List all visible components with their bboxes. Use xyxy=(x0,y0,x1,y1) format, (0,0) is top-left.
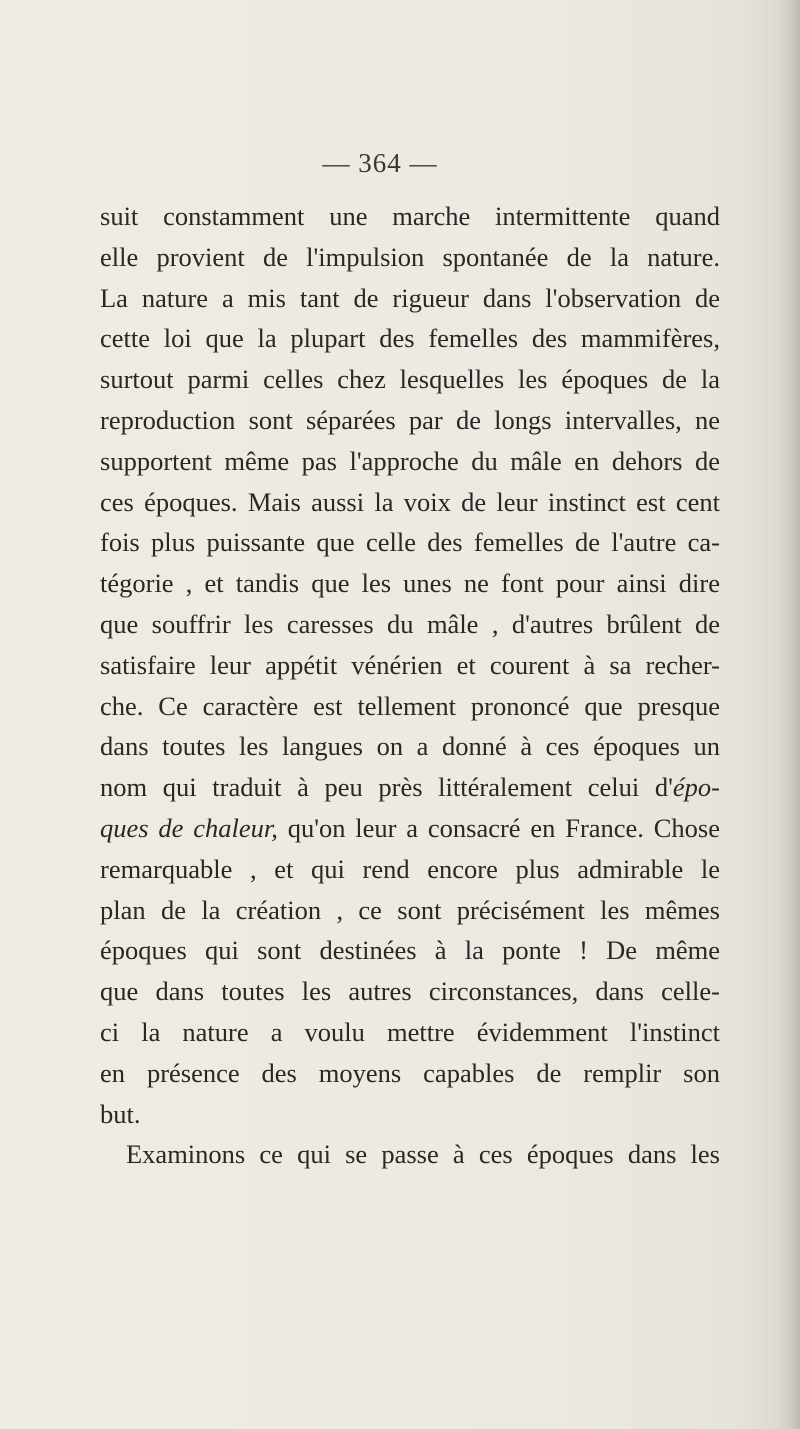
text-line: que souffrir les caresses du mâle , d'autres brûlent de xyxy=(100,608,720,639)
text-line: fois plus puissante que celle des femelles de l'autre ca- xyxy=(100,527,720,558)
text-line: en présence des moyens capables de remplir son xyxy=(100,1057,720,1088)
text-line: tégorie , et tandis que les unes ne font pour ainsi dire xyxy=(100,568,720,599)
text-line: remarquable , et qui rend encore plus admirable le xyxy=(100,853,720,884)
text-line: che. Ce caractère est tellement prononcé que presque xyxy=(100,690,720,721)
body-text xyxy=(100,196,720,1175)
page-number: — 364 — xyxy=(322,148,438,178)
page-edge-shadow xyxy=(778,0,800,1429)
text-line: satisfaire leur appétit vénérien et courent à sa recher- xyxy=(100,649,720,680)
text-line: reproduction sont séparées par de longs intervalles, ne xyxy=(100,404,720,435)
text-line: ci la nature a voulu mettre évidemment l'instinct xyxy=(100,1016,720,1047)
text-segment: qu'on leur a consacré en France. Chose xyxy=(287,812,720,843)
text-line: surtout parmi celles chez lesquelles les époques de la xyxy=(100,364,720,395)
text-line: La nature a mis tant de rigueur dans l'observation de xyxy=(100,282,720,313)
text-line: supportent même pas l'approche du mâle en dehors de xyxy=(100,445,720,476)
text-line: elle provient de l'impulsion spontanée de la nature. xyxy=(100,241,720,272)
text-line: que dans toutes les autres circonstances, dans celle- xyxy=(100,976,720,1007)
text-line: cette loi que la plupart des femelles des mammifères, xyxy=(100,323,720,354)
italic-phrase: ques de chaleur, xyxy=(100,812,278,843)
text-line: ces époques. Mais aussi la voix de leur instinct est cent xyxy=(100,486,720,517)
text-line-with-italic xyxy=(100,808,720,849)
text-line: dans toutes les langues on a donné à ces époques un xyxy=(100,731,720,762)
text-line: but. xyxy=(100,1098,141,1129)
text-line: époques qui sont destinées à la ponte ! De même xyxy=(100,935,720,966)
text-line: plan de la création , ce sont précisément les mêmes xyxy=(100,894,720,925)
text-segment: nom qui traduit à peu près littéralement celui d' xyxy=(100,772,673,803)
italic-phrase: épo- xyxy=(672,772,720,803)
text-line: suit constamment une marche intermittente quand xyxy=(100,201,720,231)
text-line: Examinons ce qui se passe à ces époques dans les xyxy=(126,1139,720,1170)
text-line-with-italic xyxy=(100,767,720,808)
